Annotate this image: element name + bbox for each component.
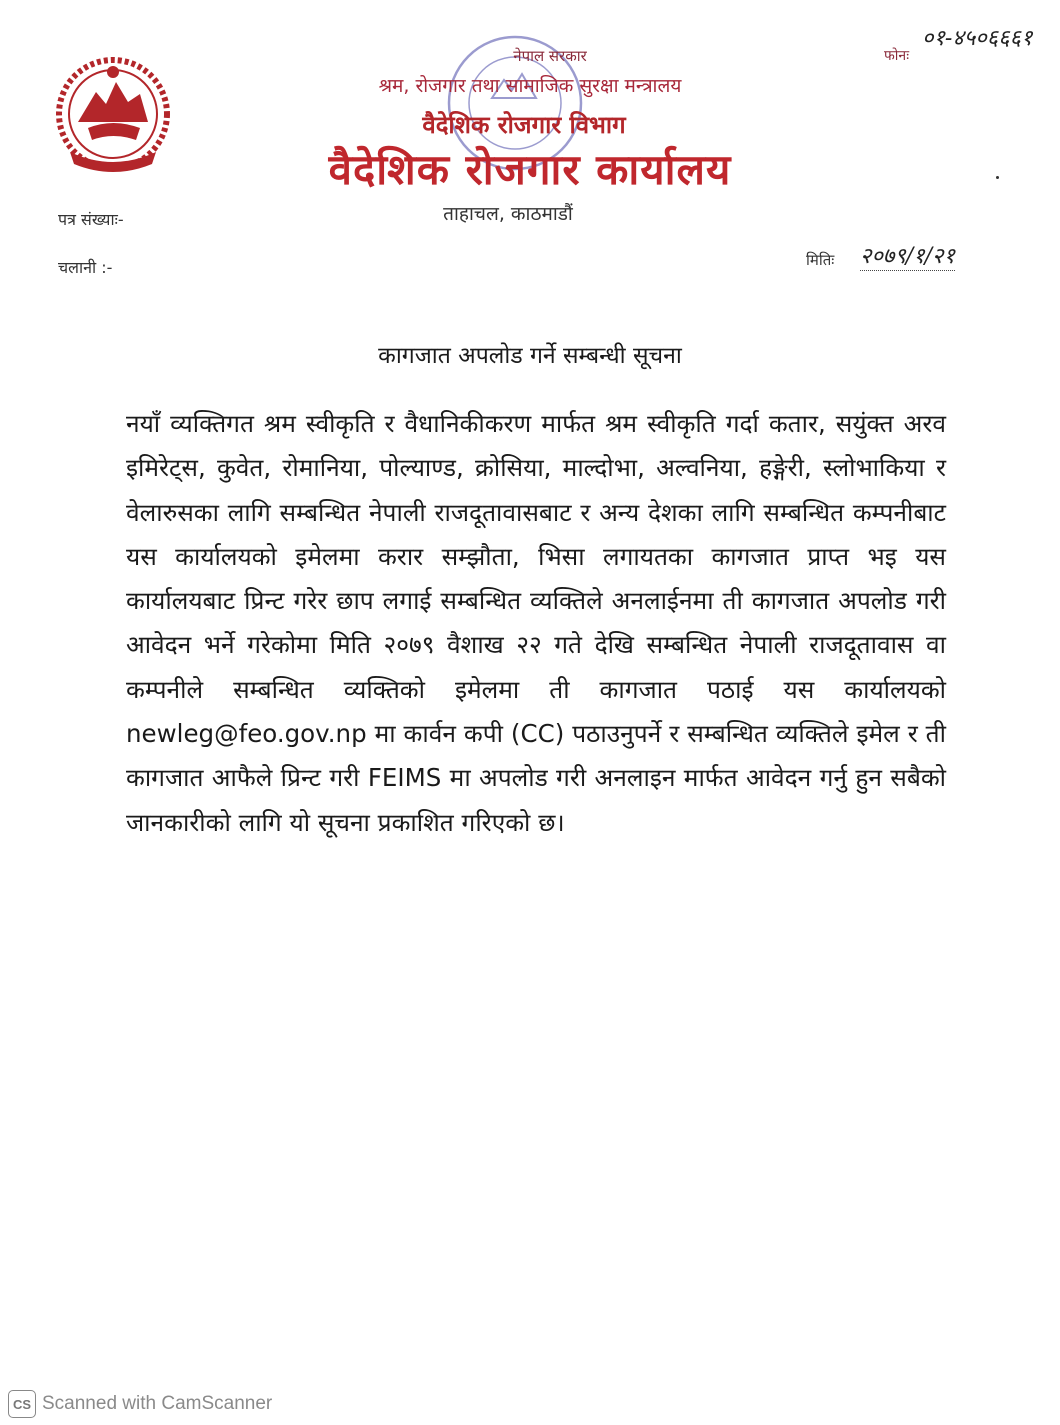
letter-number-label: पत्र संख्याः- bbox=[58, 210, 124, 229]
scanner-watermark bbox=[8, 1390, 272, 1418]
notice-body: नयाँ व्यक्तिगत श्रम स्वीकृति र वैधानिकीकरण मार्फत श्रम स्वीकृति गर्दा कतार, सयुंक्त अरव इमिरेट्स, कुवेत, रोमानिया, पोल्याण्ड, क्रोसिया, माल्दोभा, अल्वनिया, हङ्गेरी, स्लोभाकिया र वेलारुसका लागि सम्बन्धित नेपाली राजदूतावासबाट र अन्य देशका लागि सम्बन्धित कम्पनीबाट यस कार्यालयको इमेलमा करार सम्झौता, भिसा लगायतका कागजात प्राप्त भइ यस कार्यालयबाट प्रिन्ट गरेर छाप लगाई सम्बन्धित व्यक्तिले अनलाईनमा ती कागजात अपलोड गरी आवेदन भर्ने गरेकोमा मिति २०७९ वैशाख २२ गते देखि सम्बन्धित नेपाली राजदूतावास वा कम्पनीले सम्बन्धित व्यक्तिको इमेलमा ती कागजात पठाई यस कार्यालयको newleg@feo.gov.np मा कार्वन कपी (CC) पठाउनुपर्ने र सम्बन्धित व्यक्तिले इमेल र ती कागजात आफैले प्रिन्ट गरी FEIMS मा अपलोड गरी अनलाइन मार्फत आवेदन गर्नु हुन सबैको जानकारीको लागि यो सूचना प्रकाशित गरिएको छ। bbox=[126, 409, 946, 837]
office-name: वैदेशिक रोजगार कार्यालय bbox=[328, 145, 732, 194]
phone-number: ०१-४५०६६६१ bbox=[922, 26, 1033, 51]
phone-label: फोनः bbox=[884, 48, 910, 64]
date-label: मितिः bbox=[806, 251, 835, 269]
notice-subject: कागजात अपलोड गर्ने सम्बन्धी सूचना bbox=[378, 343, 682, 369]
department-name: वैदेशिक रोजगार विभाग bbox=[422, 111, 626, 139]
ink-dot bbox=[996, 176, 999, 179]
watermark-text: Scanned with CamScanner bbox=[42, 1393, 273, 1414]
dispatch-number-label: चलानी :- bbox=[58, 258, 113, 277]
date-value: २०७९/१/२१ bbox=[860, 240, 955, 271]
office-address: ताहाचल, काठमाडौं bbox=[443, 203, 573, 225]
government-name: नेपाल सरकार bbox=[513, 47, 587, 65]
ministry-name: श्रम, रोजगार तथा सामाजिक सुरक्षा मन्त्रालय bbox=[378, 75, 682, 97]
camscanner-logo-icon: CS bbox=[8, 1390, 36, 1418]
